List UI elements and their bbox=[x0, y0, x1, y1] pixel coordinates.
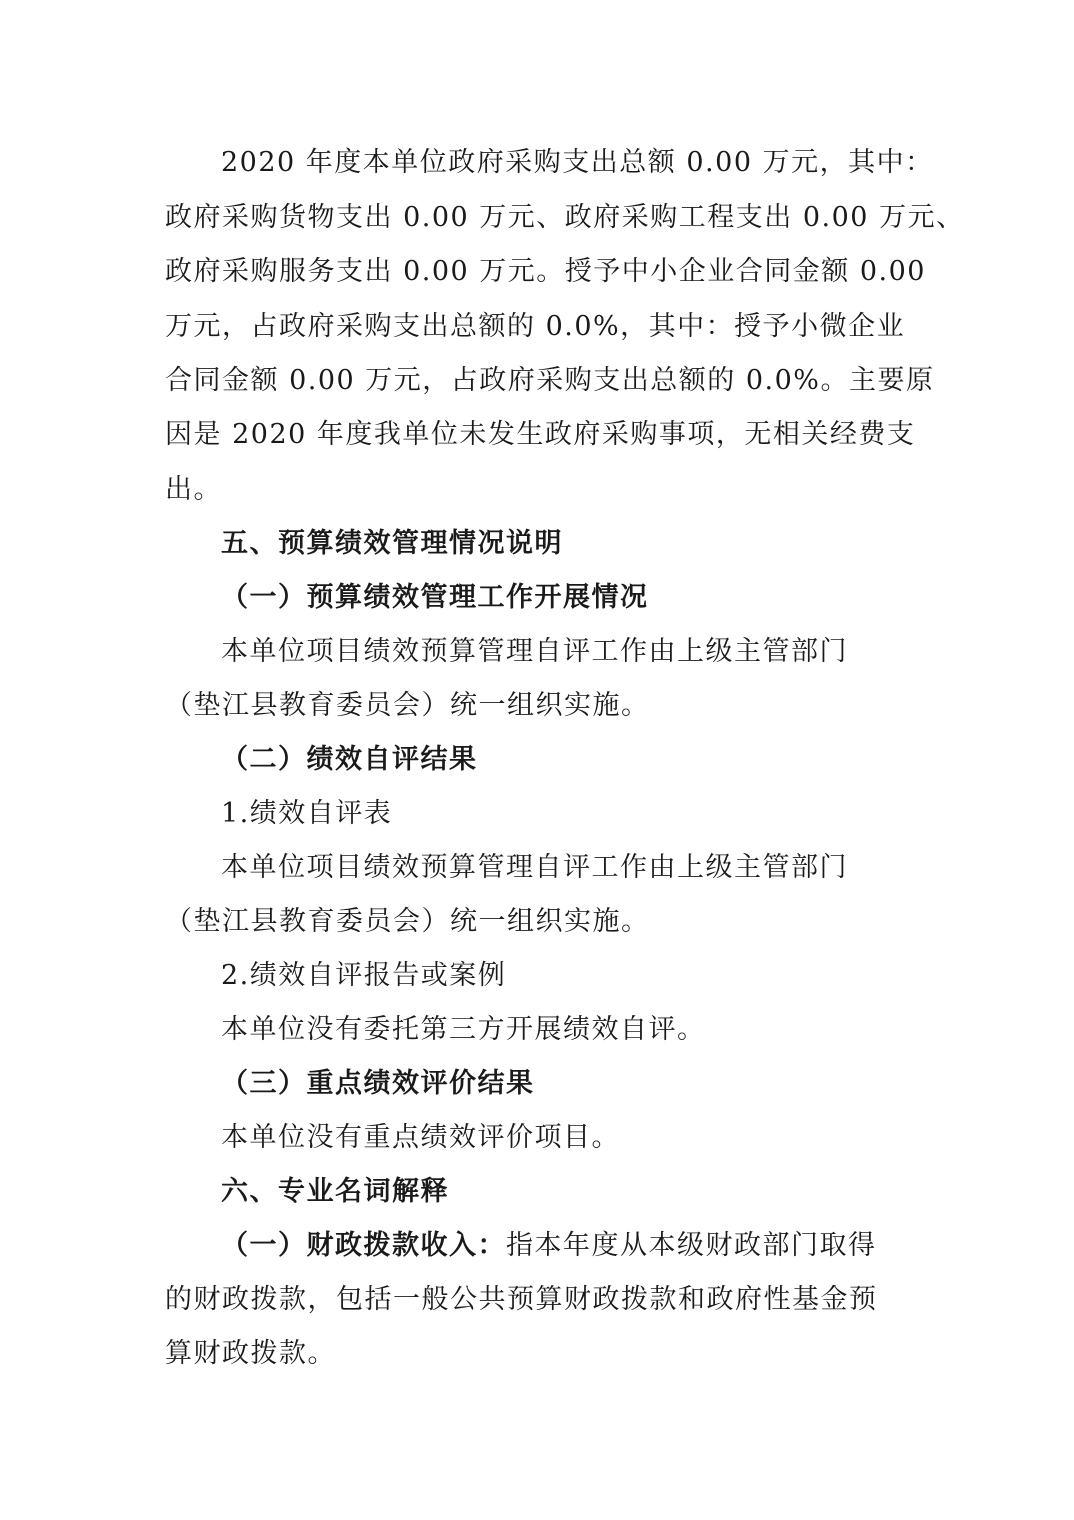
term1-label: （一）财政拨款收入： bbox=[221, 1230, 506, 1261]
term1-definition-start: 指本年度从本级财政部门取得 bbox=[506, 1230, 877, 1261]
section5-sub1-line1: 本单位项目绩效预算管理自评工作由上级主管部门 bbox=[221, 636, 848, 667]
para1-line7: 出。 bbox=[165, 474, 222, 505]
section6-term1-line1 bbox=[221, 1228, 877, 1264]
section5-sub2-item1-line2: （垫江县教育委员会）统一组织实施。 bbox=[165, 906, 650, 937]
section5-heading: 五、预算绩效管理情况说明 bbox=[221, 528, 563, 559]
section5-sub2-item1-heading: 1.绩效自评表 bbox=[221, 798, 393, 829]
section5-sub2-item1-line1: 本单位项目绩效预算管理自评工作由上级主管部门 bbox=[221, 852, 848, 883]
para1-line2: 政府采购货物支出 0.00 万元、政府采购工程支出 0.00 万元、 bbox=[165, 202, 965, 233]
section5-sub1-heading: （一）预算绩效管理工作开展情况 bbox=[221, 582, 649, 613]
section6-term1-line2: 的财政拨款，包括一般公共预算财政拨款和政府性基金预 bbox=[165, 1284, 878, 1315]
para1-line4: 万元，占政府采购支出总额的 0.0%，其中：授予小微企业 bbox=[165, 311, 906, 342]
para1-line1: 2020 年度本单位政府采购支出总额 0.00 万元，其中： bbox=[221, 147, 934, 178]
section5-sub2-item2-line1: 本单位没有委托第三方开展绩效自评。 bbox=[221, 1014, 706, 1045]
section5-sub2-heading: （二）绩效自评结果 bbox=[221, 744, 478, 775]
section6-term1-line3: 算财政拨款。 bbox=[165, 1338, 336, 1369]
para1-line6: 因是 2020 年度我单位未发生政府采购事项，无相关经费支 bbox=[165, 419, 916, 450]
section5-sub1-line2: （垫江县教育委员会）统一组织实施。 bbox=[165, 690, 650, 721]
section5-sub3-heading: （三）重点绩效评价结果 bbox=[221, 1068, 535, 1099]
section5-sub2-item2-heading: 2.绩效自评报告或案例 bbox=[221, 960, 507, 991]
section6-heading: 六、专业名词解释 bbox=[221, 1176, 449, 1207]
section5-sub3-line1: 本单位没有重点绩效评价项目。 bbox=[221, 1122, 620, 1153]
para1-line3: 政府采购服务支出 0.00 万元。授予中小企业合同金额 0.00 bbox=[165, 256, 926, 287]
para1-line5: 合同金额 0.00 万元，占政府采购支出总额的 0.0%。主要原 bbox=[165, 365, 935, 396]
